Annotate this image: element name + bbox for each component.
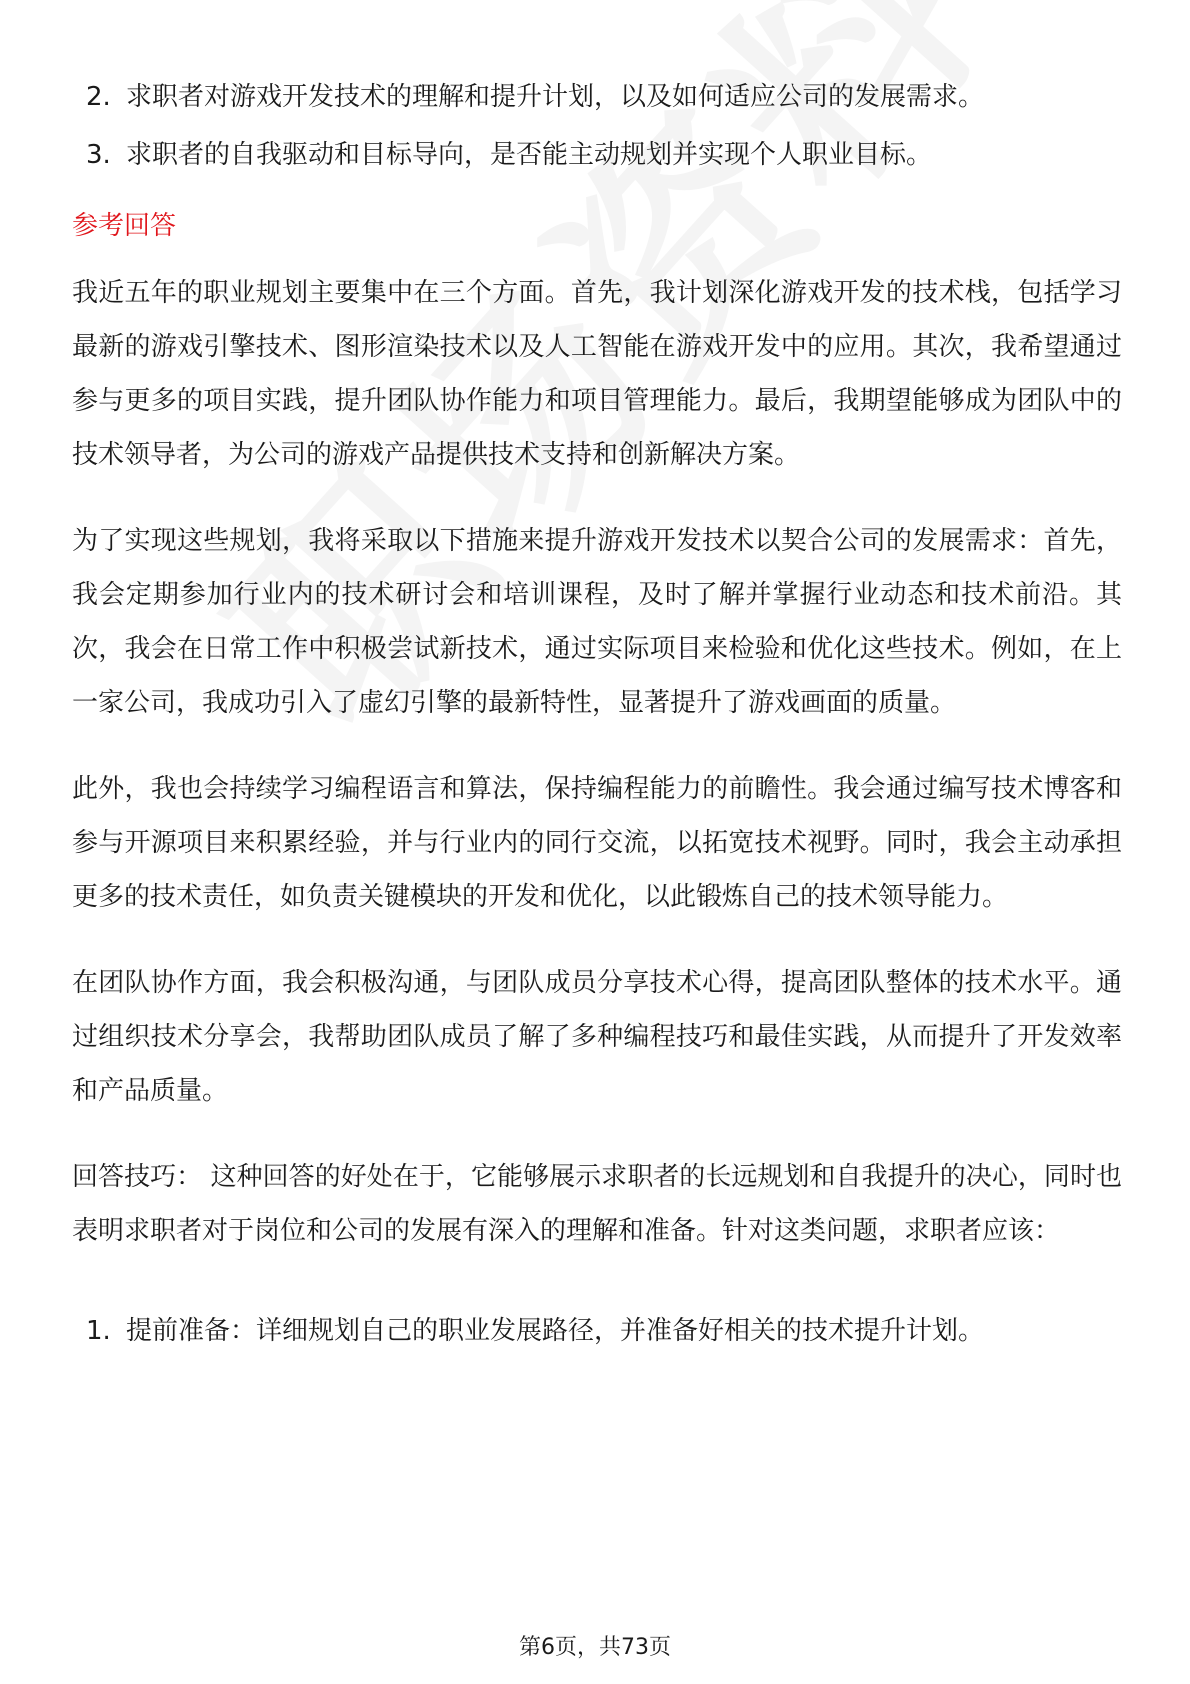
list-text: 求职者对游戏开发技术的理解和提升计划，以及如何适应公司的发展需求。 — [126, 82, 985, 112]
list-number: 2. — [86, 82, 111, 112]
answer-paragraph: 我近五年的职业规划主要集中在三个方面。首先，我计划深化游戏开发的技术栈，包括学习最新的游戏引擎技术、图形渲染技术以及人工智能在游戏开发中的应用。其次，我希望通过参与更多的项目实践，提升团队协作能力和项目管理能力。最后，我期望能够成为团队中的技术领导者，为公司的游戏产品提供技术支持和创新解决方案。 — [72, 278, 1122, 470]
tips-paragraph: 回答技巧： 这种回答的好处在于，它能够展示求职者的长远规划和自我提升的决心，同时也表明求职者对于岗位和公司的发展有深入的理解和准备。针对这类问题，求职者应该： — [72, 1162, 1122, 1246]
section-heading: 参考回答 — [72, 211, 177, 241]
top-list — [72, 68, 1122, 184]
answer-paragraph: 在团队协作方面，我会积极沟通，与团队成员分享技术心得，提高团队整体的技术水平。通过组织技术分享会，我帮助团队成员了解了多种编程技巧和最佳实践，从而提升了开发效率和产品质量。 — [72, 968, 1122, 1106]
document-body — [72, 68, 1122, 1360]
list-item — [72, 126, 1122, 184]
answer-paragraph: 此外，我也会持续学习编程语言和算法，保持编程能力的前瞻性。我会通过编写技术博客和参与开源项目来积累经验，并与行业内的同行交流，以拓宽技术视野。同时，我会主动承担更多的技术责任，如负责关键模块的开发和优化，以此锻炼自己的技术领导能力。 — [72, 774, 1122, 912]
list-text: 提前准备：详细规划自己的职业发展路径，并准备好相关的技术提升计划。 — [126, 1316, 985, 1346]
bottom-list — [72, 1302, 1122, 1360]
list-number: 3. — [86, 140, 111, 170]
list-number: 1. — [86, 1316, 111, 1346]
page-footer: 第6页，共73页 — [519, 1635, 671, 1660]
list-item — [72, 1302, 1122, 1360]
list-text: 求职者的自我驱动和目标导向，是否能主动规划并实现个人职业目标。 — [126, 140, 933, 170]
answer-paragraph: 为了实现这些规划，我将采取以下措施来提升游戏开发技术以契合公司的发展需求：首先，我会定期参加行业内的技术研讨会和培训课程，及时了解并掌握行业动态和技术前沿。其次，我会在日常工作中积极尝试新技术，通过实际项目来检验和优化这些技术。例如，在上一家公司，我成功引入了虚幻引擎的最新特性，显著提升了游戏画面的质量。 — [72, 526, 1122, 718]
list-item — [72, 68, 1122, 126]
